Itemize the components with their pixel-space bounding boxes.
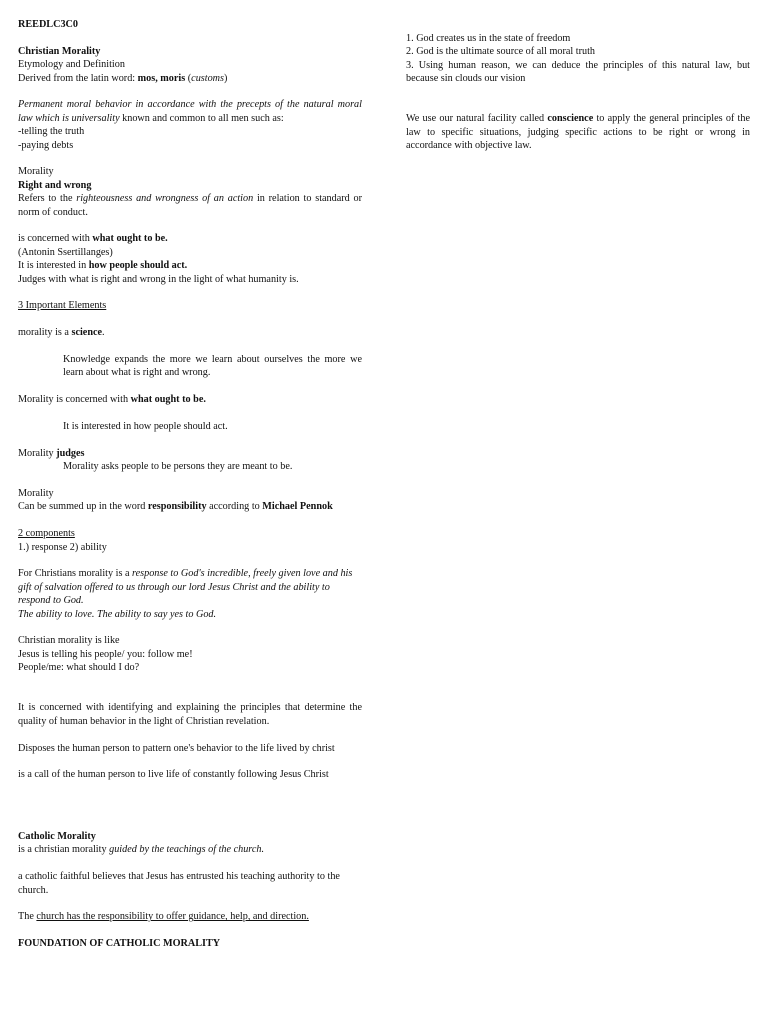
christians-paragraph: For Christians morality is a response to God's incredible, freely given love and his gift of salvation offered to us through our lord Jesus Christ and the ability to respond to God.: [18, 568, 353, 607]
interested-line: It is interested in how people should act.: [18, 260, 188, 272]
summed-paragraph: Can be summed up in the word responsibility according to Michael Pennok: [18, 501, 333, 513]
elements-heading: 3 Important Elements: [18, 300, 107, 312]
right-and-wrong-heading: Right and wrong: [18, 179, 92, 191]
disposes-paragraph: Disposes the human person to pattern one's behavior to the life lived by christ: [18, 742, 335, 754]
catholic-morality-title: Catholic Morality: [18, 830, 96, 842]
concerned-line: is concerned with what ought to be.: [18, 233, 168, 245]
asks-line: Morality asks people to be persons they are meant to be.: [63, 461, 293, 473]
course-code: REEDLC3C0: [18, 19, 79, 30]
list-item-1: 1. God creates us in the state of freedom: [406, 33, 571, 44]
list-item-3: 3. Using human reason, we can deduce the principles of this natural law, but because sin clouds our vision: [406, 59, 750, 85]
components-list: 1.) response 2) ability: [18, 541, 107, 553]
morality-label-2: Morality: [18, 488, 54, 500]
knowledge-paragraph: Knowledge expands the more we learn about ourselves the more we learn about what is right and wrong.: [63, 354, 362, 379]
concerned2-line: Morality is concerned with what ought to be.: [18, 394, 206, 406]
conscience-paragraph: We use our natural facility called conscience to apply the general principles of the law to specific situations, judging specific actions to be right or wrong in accordance with objective law.: [406, 113, 751, 152]
like-line: Christian morality is like: [18, 635, 120, 647]
identifying-paragraph: It is concerned with identifying and explaining the principles that determine the quality of human behavior in the light of Christian revelation.: [18, 702, 362, 727]
author-line: (Antonin Ssertillanges): [18, 246, 113, 258]
list-item-2: 2. God is the ultimate source of all moral truth: [406, 46, 595, 58]
refers-paragraph: Refers to the righteousness and wrongness of an action in relation to standard or norm of conduct.: [18, 193, 362, 218]
judges-line: Judges with what is right and wrong in the light of what humanity is.: [18, 273, 299, 285]
derived-line: Derived from the latin word: mos, moris (customs): [18, 72, 228, 84]
morality-label: Morality: [18, 166, 54, 178]
ability-love-line: The ability to love. The ability to say yes to God.: [18, 608, 217, 620]
call-paragraph: is a call of the human person to live life of constantly following Jesus Christ: [18, 769, 329, 781]
morality-judges-line: Morality judges: [18, 447, 85, 459]
example-truth: -telling the truth: [18, 126, 85, 138]
church-line: The church has the responsibility to offer guidance, help, and direction.: [18, 911, 309, 923]
etymology-subtitle: Etymology and Definition: [18, 59, 125, 71]
interested2-line: It is interested in how people should act.: [63, 421, 228, 433]
christian-morality-title: Christian Morality: [18, 45, 101, 57]
faithful-paragraph: a catholic faithful believes that Jesus has entrusted his teaching authority to the church.: [18, 871, 340, 896]
right-column: [406, 32, 750, 153]
catholic-definition: is a christian morality guided by the teachings of the church.: [18, 844, 265, 856]
science-line: morality is a science.: [18, 327, 105, 339]
foundation-heading: FOUNDATION OF CATHOLIC MORALITY: [18, 938, 221, 950]
jesus-line: Jesus is telling his people/ you: follow me!: [18, 648, 193, 660]
people-line: People/me: what should I do?: [18, 662, 140, 674]
left-column: [18, 18, 362, 951]
permanent-definition: Permanent moral behavior in accordance with the precepts of the natural moral law which is universality known and common to all men such as:: [18, 99, 362, 124]
components-heading: 2 components: [18, 528, 75, 540]
example-debts: -paying debts: [18, 139, 74, 151]
